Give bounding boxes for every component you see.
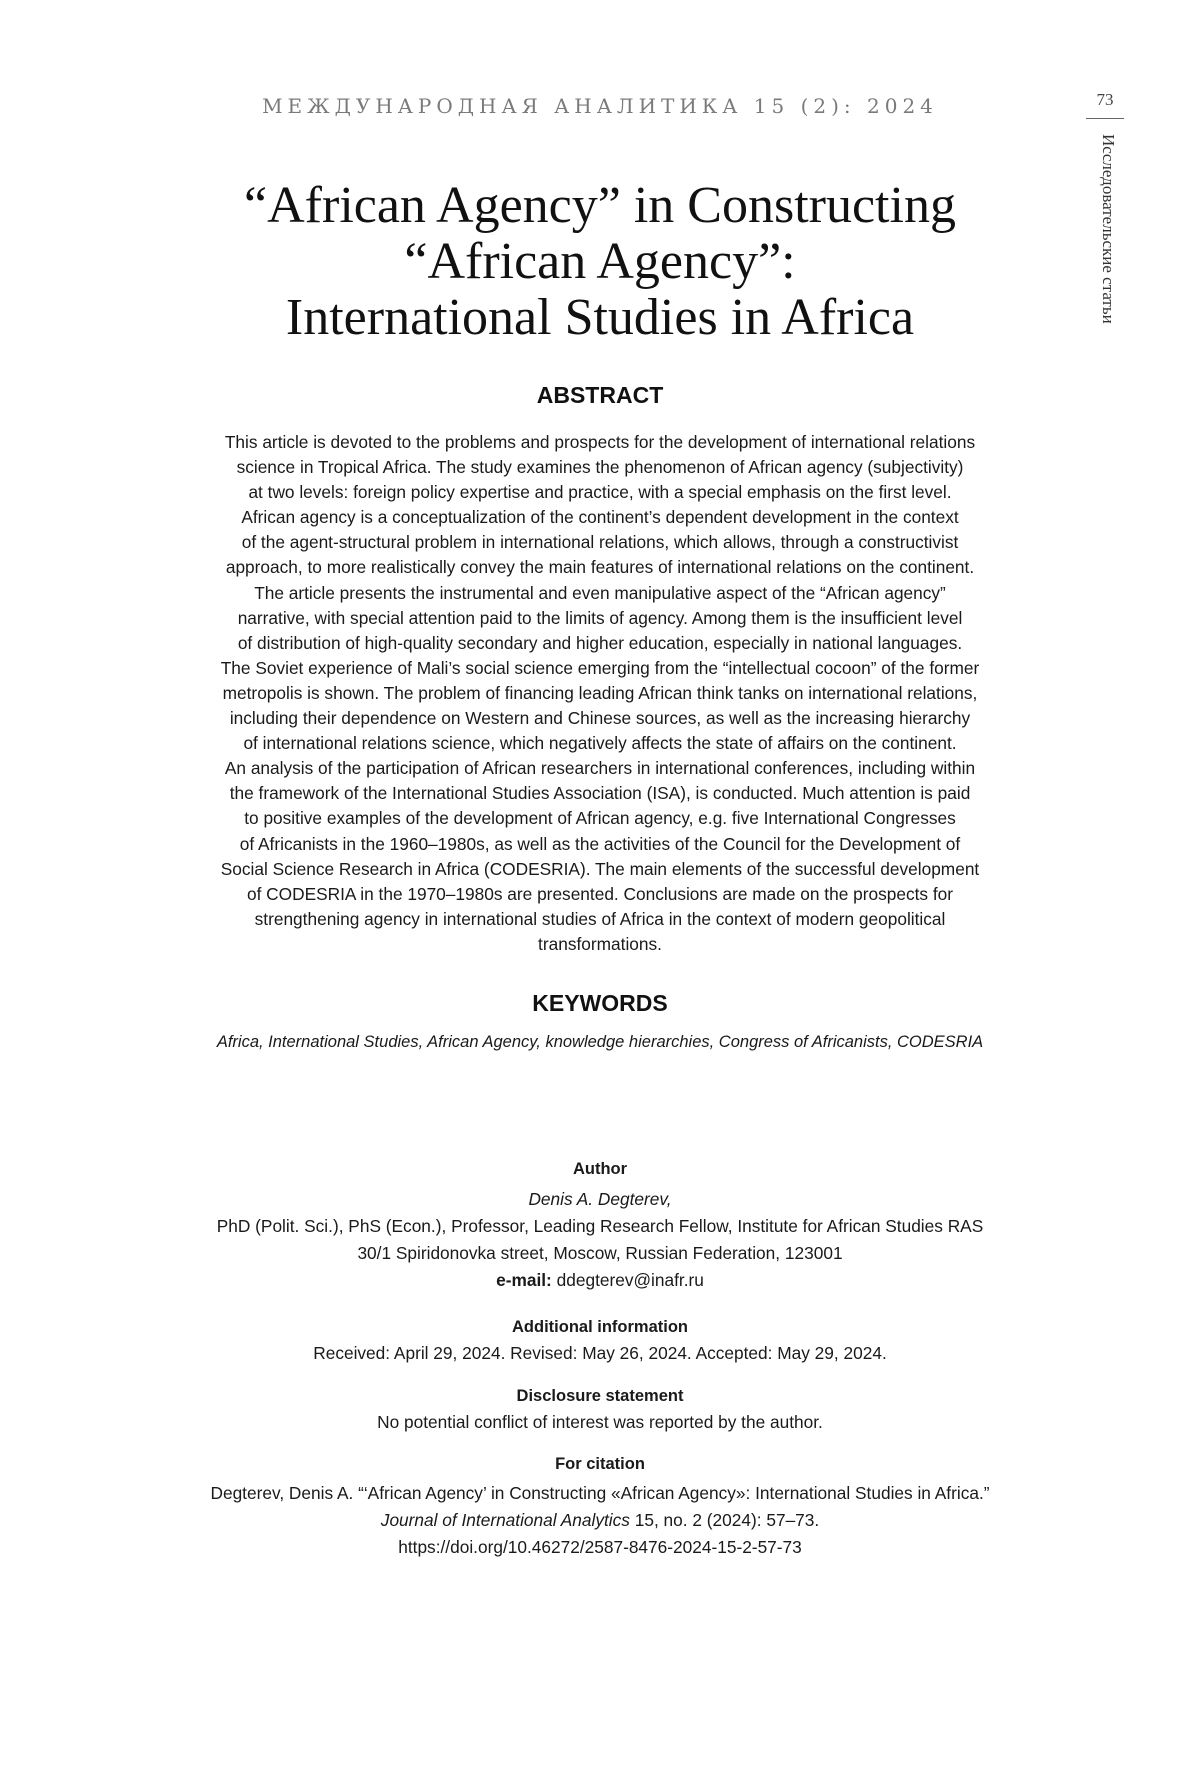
article-title	[150, 178, 1050, 346]
abstract-line: The article presents the instrumental and even manipulative aspect of the “African agency”	[254, 582, 946, 603]
abstract-line: The Soviet experience of Mali’s social science emerging from the “intellectual cocoon” of the former	[220, 657, 980, 678]
disclosure-label: Disclosure statement	[516, 1387, 684, 1405]
email-address[interactable]: ddegterev@inafr.ru	[556, 1270, 704, 1290]
abstract-line: of Africanists in the 1960–1980s, as well as the activities of the Council for the Development of	[239, 833, 961, 854]
disclosure-text: No potential conflict of interest was reported by the author.	[377, 1412, 823, 1432]
page-number: 73	[1096, 90, 1114, 109]
abstract-body	[165, 430, 1035, 957]
disclosure-block	[0, 1387, 1200, 1433]
title-line: “African Agency” in Constructing	[244, 177, 956, 234]
abstract-line: at two levels: foreign policy expertise and practice, with a special emphasis on the first level.	[248, 482, 952, 503]
citation-journal-line	[0, 1507, 1200, 1534]
email-label: e-mail:	[496, 1270, 552, 1290]
author-block	[0, 1160, 1200, 1294]
abstract-line: metropolis is shown. The problem of financing leading African think tanks on international relations,	[222, 682, 978, 703]
citation-line: Degterev, Denis A. “‘African Agency’ in Constructing «African Agency»: International Studies in Africa.”	[210, 1483, 990, 1503]
citation-details: 15, no. 2 (2024): 57–73.	[629, 1510, 820, 1530]
citation-block	[0, 1455, 1200, 1561]
citation-journal-name: Journal of International Analytics	[380, 1510, 630, 1530]
citation-label: For citation	[555, 1455, 645, 1473]
abstract-line: of the agent-structural problem in international relations, which allows, through a constructivist	[241, 532, 959, 553]
additional-info-block	[0, 1318, 1200, 1364]
abstract-line: to positive examples of the development of African agency, e.g. five International Congresses	[244, 808, 956, 829]
abstract-line: Social Science Research in Africa (CODESRIA). The main elements of the successful development	[220, 858, 980, 879]
title-line: International Studies in Africa	[285, 289, 915, 346]
citation-doi-link[interactable]: https://doi.org/10.46272/2587-8476-2024-15-2-57-73	[398, 1537, 802, 1557]
abstract-line: of distribution of high-quality secondary and higher education, especially in national languages.	[237, 632, 963, 653]
abstract-line: of CODESRIA in the 1970–1980s are presented. Conclusions are made on the prospects for	[246, 883, 954, 904]
page-number-divider	[1086, 118, 1124, 119]
title-line: “African Agency”:	[404, 233, 796, 290]
abstract-line: African agency is a conceptualization of the continent’s dependent development in the context	[241, 507, 959, 528]
abstract-line: strengthening agency in international studies of Africa in the context of modern geopolitical	[254, 908, 946, 929]
abstract-line: narrative, with special attention paid to the limits of agency. Among them is the insufficient level	[237, 607, 963, 628]
abstract-line: This article is devoted to the problems and prospects for the development of international relations	[224, 432, 976, 452]
keywords-heading: KEYWORDS	[532, 990, 668, 1016]
abstract-line: including their dependence on Western and Chinese sources, as well as the increasing hierarchy	[229, 708, 971, 729]
abstract-line: An analysis of the participation of African researchers in international conferences, including within	[224, 758, 976, 779]
author-address: 30/1 Spiridonovka street, Moscow, Russian Federation, 123001	[357, 1243, 843, 1263]
keywords-list: Africa, International Studies, African Agency, knowledge hierarchies, Congress of Africanists, CODESRIA	[216, 1033, 984, 1051]
author-affiliation: PhD (Polit. Sci.), PhS (Econ.), Professor, Leading Research Fellow, Institute for African Studies RAS	[216, 1216, 984, 1236]
author-email-line	[0, 1267, 1200, 1294]
additional-info-dates: Received: April 29, 2024. Revised: May 26, 2024. Accepted: May 29, 2024.	[313, 1343, 887, 1363]
journal-header: МЕЖДУНАРОДНАЯ АНАЛИТИКА 15 (2): 2024	[262, 94, 938, 118]
additional-info-label: Additional information	[512, 1318, 688, 1336]
abstract-line: of international relations science, which negatively affects the state of affairs on the continent.	[243, 733, 957, 754]
abstract-line: science in Tropical Africa. The study examines the phenomenon of African agency (subjectivity)	[236, 457, 964, 478]
abstract-line: transformations.	[538, 933, 662, 954]
abstract-line: approach, to more realistically convey the main features of international relations on the continent.	[225, 557, 975, 578]
abstract-heading: ABSTRACT	[536, 382, 664, 408]
section-label: Исследовательские статьи	[1099, 134, 1118, 324]
abstract-line: the framework of the International Studies Association (ISA), is conducted. Much attention is paid	[229, 783, 971, 804]
author-label: Author	[572, 1160, 628, 1178]
author-name: Denis A. Degterev,	[528, 1189, 672, 1209]
